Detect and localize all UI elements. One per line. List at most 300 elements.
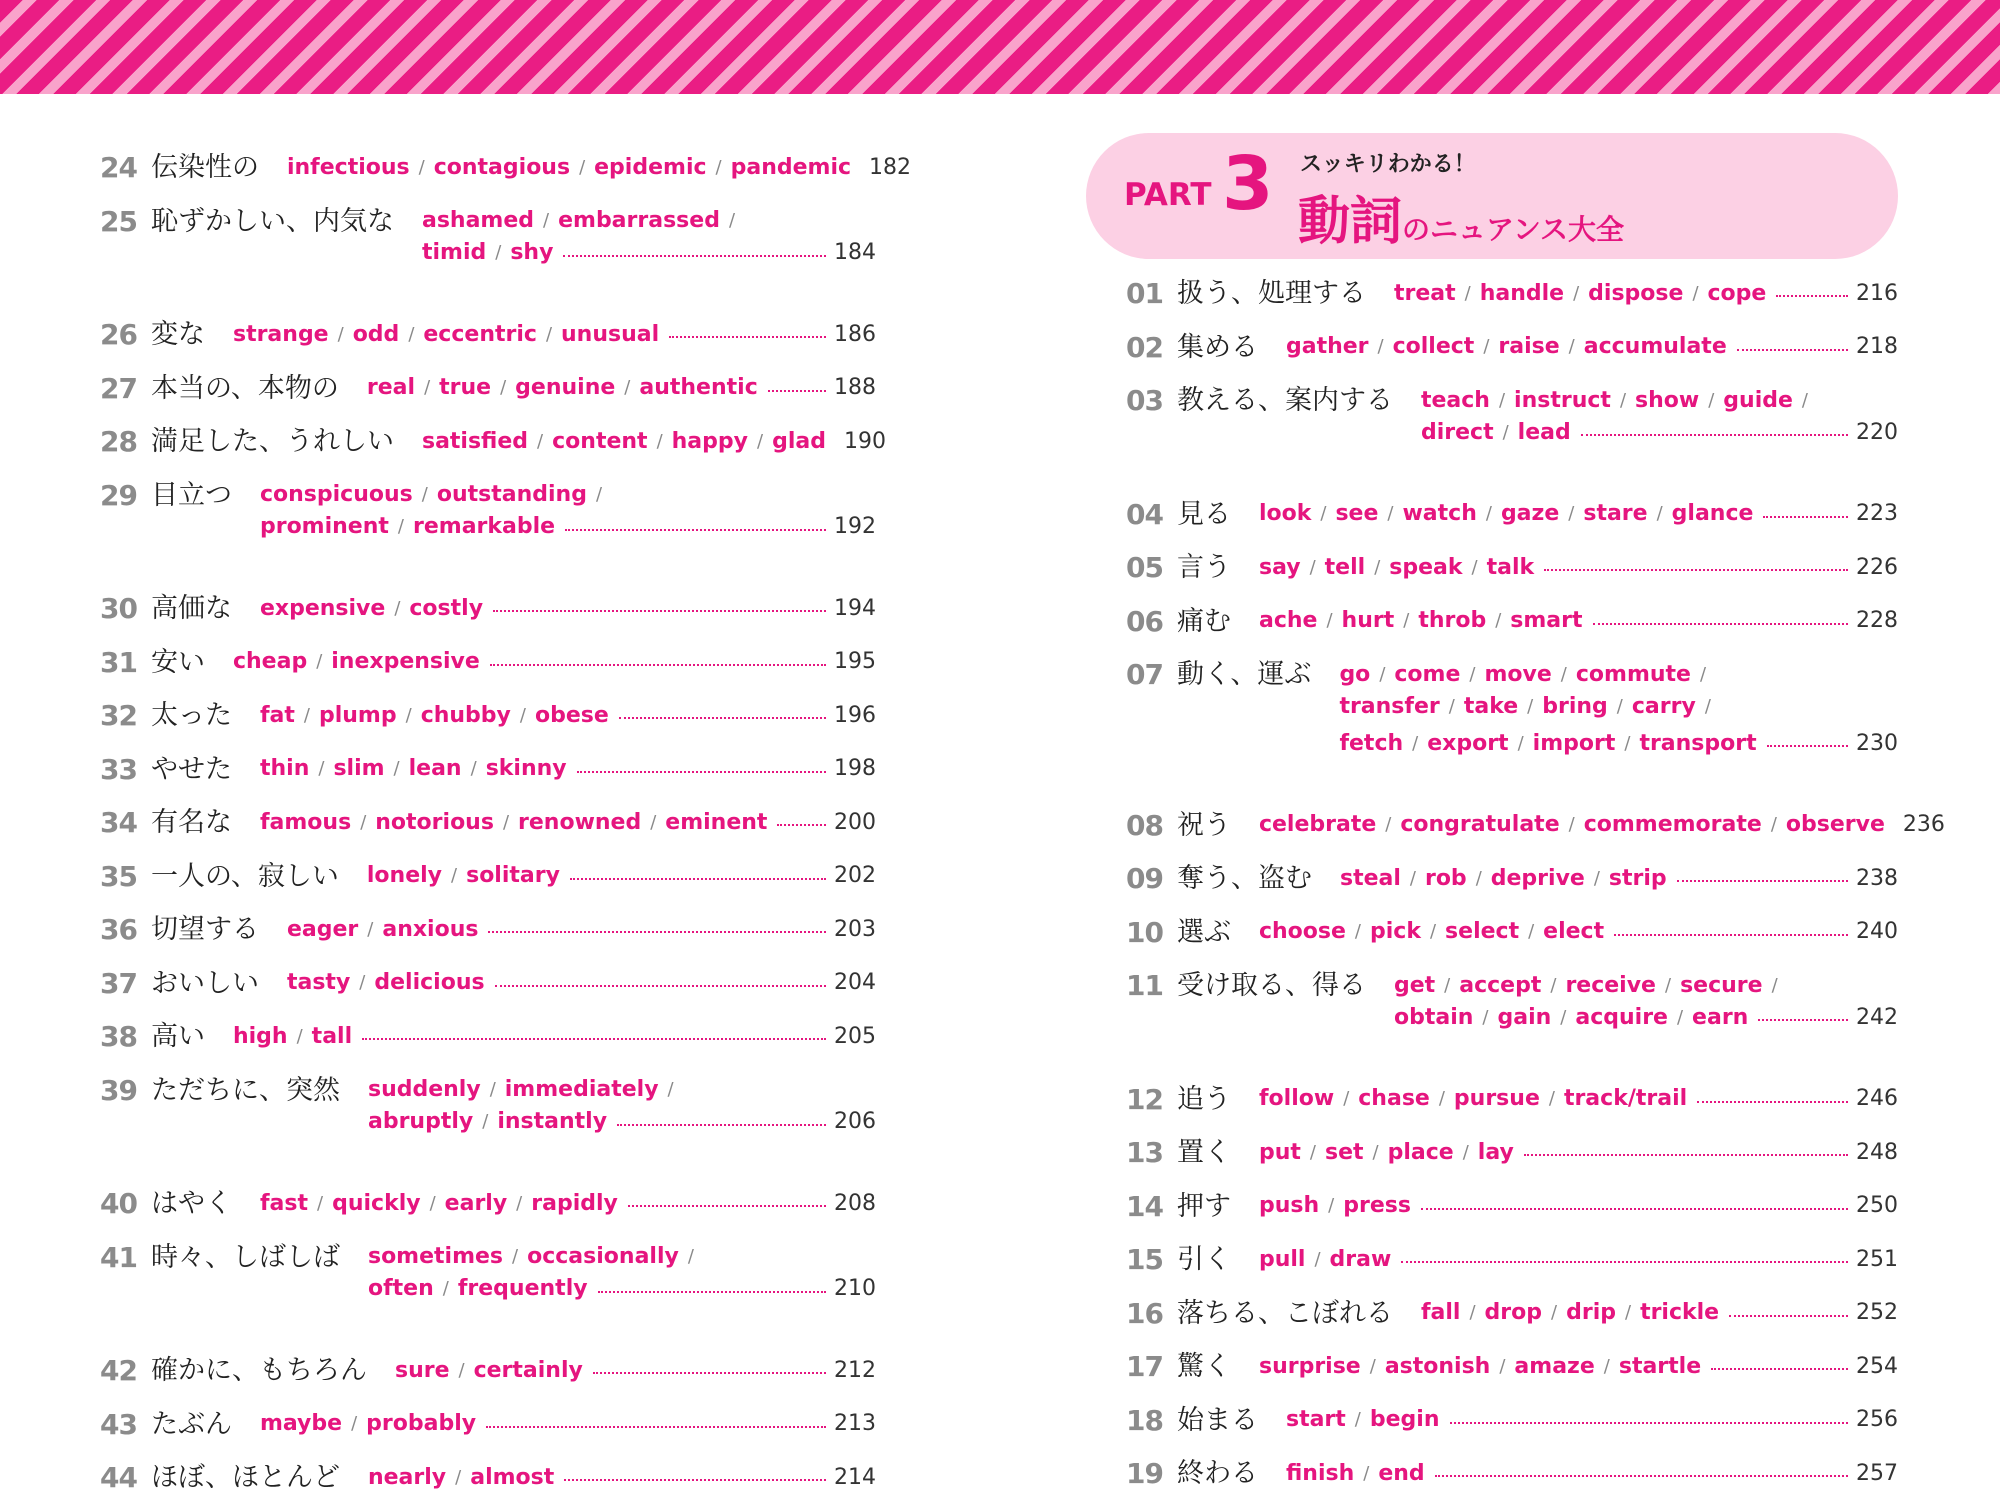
english-word[interactable]: abruptly	[367, 1109, 474, 1134]
english-word[interactable]: eminent	[665, 809, 768, 835]
entry-number: 19	[1126, 1457, 1163, 1490]
english-word[interactable]: startle	[1618, 1353, 1702, 1379]
word-line	[1286, 1457, 1898, 1489]
english-word[interactable]: content	[552, 428, 648, 454]
english-word[interactable]: fast	[259, 1190, 308, 1216]
english-word[interactable]: observe	[1785, 812, 1885, 837]
english-word[interactable]: chase	[1358, 1086, 1430, 1111]
english-word[interactable]: end	[1378, 1460, 1425, 1486]
page-number[interactable]: 210	[834, 1276, 876, 1301]
page-number[interactable]: 186	[834, 321, 876, 347]
entry-japanese-title: 動く、運ぶ	[1176, 659, 1312, 690]
english-word[interactable]: real	[366, 375, 416, 400]
entry-word-list	[367, 860, 876, 892]
english-word[interactable]: frequently	[457, 1276, 588, 1301]
english-word[interactable]: see	[1335, 501, 1379, 526]
english-word[interactable]: renowned	[518, 809, 642, 835]
english-word[interactable]: immediately	[504, 1077, 659, 1102]
english-word[interactable]: get	[1393, 972, 1436, 998]
page-number[interactable]: 254	[1856, 1353, 1898, 1379]
english-word[interactable]: remarkable	[413, 514, 556, 539]
english-word[interactable]: slim	[333, 756, 385, 781]
dotted-leader	[1401, 1261, 1848, 1263]
slash-separator: /	[451, 865, 458, 886]
english-word[interactable]: speak	[1389, 554, 1463, 580]
entry-number: 18	[1126, 1403, 1163, 1437]
toc-entry[interactable]	[1126, 1350, 1898, 1384]
toc-entry[interactable]	[1126, 331, 1898, 365]
word-line	[1340, 862, 1898, 894]
english-word[interactable]: take	[1463, 693, 1519, 719]
page-number[interactable]: 208	[834, 1190, 876, 1216]
page-number[interactable]: 251	[1856, 1246, 1898, 1272]
entry-word-list	[260, 753, 876, 785]
english-word[interactable]: commemorate	[1583, 812, 1762, 837]
english-word[interactable]: export	[1427, 730, 1509, 756]
english-word[interactable]: obese	[534, 702, 609, 728]
slash-separator: /	[1409, 867, 1416, 889]
entry-word-list	[260, 479, 876, 543]
toc-entry[interactable]	[100, 372, 876, 406]
toc-entry[interactable]	[1126, 1297, 1898, 1331]
english-word[interactable]: secure	[1680, 972, 1763, 998]
english-word[interactable]: strange	[232, 321, 329, 347]
dotted-leader	[577, 771, 826, 773]
english-word[interactable]: smart	[1510, 608, 1583, 633]
page-number[interactable]: 202	[834, 863, 876, 888]
english-word[interactable]: elect	[1543, 919, 1605, 944]
page-number[interactable]: 220	[1856, 419, 1898, 445]
page-number[interactable]: 212	[834, 1357, 876, 1383]
word-line	[1259, 1350, 1898, 1382]
english-word[interactable]: drip	[1566, 1300, 1616, 1325]
entry-number: 40	[100, 1187, 137, 1220]
toc-entry[interactable]	[100, 967, 876, 1001]
english-word[interactable]: follow	[1258, 1086, 1335, 1111]
entry-japanese-title: 伝染性の	[150, 152, 259, 183]
english-word[interactable]: fall	[1420, 1300, 1461, 1325]
english-word[interactable]: choose	[1258, 919, 1346, 944]
page-number[interactable]: 190	[843, 428, 886, 454]
page-number[interactable]: 198	[834, 756, 876, 781]
slash-separator: /	[595, 484, 603, 505]
toc-entry[interactable]	[100, 425, 886, 459]
page-number[interactable]: 256	[1856, 1407, 1898, 1432]
page-number[interactable]: 242	[1856, 1004, 1898, 1030]
english-word[interactable]: draw	[1329, 1246, 1392, 1272]
entry-japanese-title: 見る	[1176, 498, 1231, 530]
slash-separator: /	[1502, 421, 1509, 443]
entry-japanese-title: 落ちる、こぼれる	[1176, 1297, 1393, 1329]
english-word[interactable]: glad	[772, 428, 826, 454]
english-word[interactable]: high	[232, 1023, 288, 1049]
page-number[interactable]: 238	[1856, 865, 1898, 891]
english-word[interactable]: thin	[259, 756, 310, 781]
english-word[interactable]: accept	[1459, 972, 1542, 998]
english-word[interactable]: embarrassed	[558, 208, 720, 233]
english-word[interactable]: rob	[1424, 865, 1467, 891]
toc-entry[interactable]	[1126, 605, 1898, 639]
english-word[interactable]: steal	[1339, 865, 1401, 891]
english-word[interactable]: strip	[1608, 865, 1667, 891]
english-word[interactable]: tasty	[286, 970, 351, 995]
dotted-leader	[1767, 745, 1848, 747]
english-word[interactable]: genuine	[515, 375, 616, 400]
english-word[interactable]: chubby	[420, 702, 511, 728]
dotted-leader	[488, 931, 826, 933]
toc-entry[interactable]	[1126, 862, 1898, 896]
english-word[interactable]: eager	[286, 916, 359, 942]
page-number[interactable]: 246	[1856, 1086, 1898, 1111]
english-word[interactable]: odd	[352, 321, 400, 347]
toc-entry[interactable]	[100, 1187, 876, 1221]
english-word[interactable]: set	[1324, 1139, 1364, 1165]
word-line	[1259, 916, 1898, 948]
english-word[interactable]: direct	[1420, 419, 1494, 445]
page-number[interactable]: 206	[834, 1109, 876, 1134]
english-word[interactable]: skinny	[485, 756, 567, 781]
english-word[interactable]: timid	[421, 240, 487, 265]
english-word[interactable]: lean	[408, 756, 462, 781]
english-word[interactable]: outstanding	[436, 482, 587, 507]
page-number[interactable]: 182	[869, 154, 912, 180]
english-word[interactable]: stare	[1583, 501, 1648, 526]
english-word[interactable]: probably	[366, 1411, 477, 1436]
slash-separator: /	[1704, 695, 1711, 717]
english-word[interactable]: quickly	[332, 1190, 421, 1216]
english-word[interactable]: deprive	[1490, 865, 1585, 891]
page-number[interactable]: 257	[1856, 1460, 1898, 1486]
english-word[interactable]: treat	[1393, 280, 1456, 306]
entry-word-list	[1259, 1243, 1898, 1275]
word-line	[260, 1408, 876, 1440]
toc-entry[interactable]	[100, 592, 876, 626]
word-line	[368, 1106, 876, 1138]
entry-number: 44	[100, 1461, 137, 1494]
toc-entry[interactable]	[1126, 1457, 1898, 1491]
toc-entry[interactable]	[100, 699, 876, 733]
slash-separator: /	[1593, 867, 1600, 889]
english-word[interactable]: lay	[1477, 1139, 1514, 1165]
english-word[interactable]: select	[1445, 919, 1520, 944]
toc-entry[interactable]	[1126, 384, 1898, 448]
english-word[interactable]: true	[439, 375, 492, 400]
english-word[interactable]: anxious	[382, 916, 479, 942]
dotted-leader	[593, 1372, 826, 1374]
entry-number: 01	[1126, 277, 1163, 310]
english-word[interactable]: sometimes	[367, 1244, 504, 1269]
english-word[interactable]: trickle	[1640, 1300, 1720, 1325]
english-word[interactable]: instruct	[1514, 387, 1611, 413]
slash-separator: /	[1343, 1088, 1350, 1109]
entry-number: 16	[1126, 1296, 1163, 1330]
english-word[interactable]: hurt	[1341, 608, 1395, 633]
toc-entry[interactable]	[100, 205, 876, 269]
english-word[interactable]: throb	[1418, 608, 1487, 633]
english-word[interactable]: solitary	[466, 863, 560, 888]
toc-entry[interactable]	[1126, 498, 1898, 532]
dotted-leader	[1581, 434, 1848, 436]
english-word[interactable]: dispose	[1588, 280, 1684, 306]
entry-japanese-title: 痛む	[1176, 605, 1231, 637]
english-word[interactable]: infectious	[286, 154, 410, 180]
english-word[interactable]: rapidly	[531, 1190, 618, 1216]
english-word[interactable]: conspicuous	[259, 482, 413, 507]
toc-entry[interactable]	[100, 1020, 876, 1054]
english-word[interactable]: commute	[1575, 661, 1691, 687]
english-word[interactable]: drop	[1484, 1300, 1543, 1325]
word-line	[287, 151, 911, 183]
page-number[interactable]: 216	[1856, 280, 1898, 306]
english-word[interactable]: start	[1285, 1407, 1346, 1432]
slash-separator: /	[429, 1192, 436, 1214]
page-number[interactable]: 192	[834, 514, 876, 539]
english-word[interactable]: famous	[259, 809, 352, 835]
entry-word-list	[233, 318, 876, 350]
entry-number: 10	[1126, 915, 1163, 949]
entry-number: 41	[100, 1240, 137, 1274]
toc-entry[interactable]	[1126, 916, 1898, 950]
entry-word-list	[1259, 605, 1898, 637]
english-word[interactable]: happy	[671, 428, 748, 454]
page-number[interactable]: 194	[834, 595, 876, 621]
toc-entry[interactable]	[1126, 277, 1898, 311]
english-word[interactable]: acquire	[1575, 1004, 1668, 1030]
word-line	[1259, 1243, 1898, 1275]
english-word[interactable]: tall	[311, 1023, 353, 1049]
english-word[interactable]: gather	[1285, 334, 1369, 359]
english-word[interactable]: almost	[470, 1464, 555, 1490]
toc-entry[interactable]	[1126, 1136, 1898, 1170]
page-number[interactable]: 184	[834, 240, 876, 265]
toc-entry[interactable]	[100, 1241, 876, 1305]
slash-separator: /	[418, 156, 425, 178]
english-word[interactable]: maybe	[259, 1411, 343, 1436]
slash-separator: /	[1498, 389, 1506, 411]
english-word[interactable]: collect	[1392, 334, 1475, 359]
entry-number: 14	[1126, 1189, 1163, 1223]
page-number[interactable]: 205	[834, 1023, 876, 1049]
english-word[interactable]: come	[1394, 661, 1461, 687]
english-word[interactable]: ache	[1258, 608, 1318, 633]
page-number[interactable]: 240	[1856, 919, 1898, 944]
page-number[interactable]: 250	[1856, 1193, 1898, 1218]
english-word[interactable]: epidemic	[594, 154, 707, 180]
toc-entry[interactable]	[100, 753, 876, 787]
entry-number: 31	[100, 645, 137, 679]
slash-separator: /	[1314, 1248, 1321, 1270]
english-word[interactable]: eccentric	[423, 321, 537, 347]
word-line	[260, 592, 876, 624]
english-word[interactable]: place	[1387, 1139, 1454, 1165]
english-word[interactable]: guide	[1723, 387, 1793, 413]
english-word[interactable]: push	[1258, 1193, 1320, 1218]
toc-entry[interactable]	[100, 1354, 876, 1388]
english-word[interactable]: fetch	[1339, 730, 1404, 756]
toc-entry[interactable]	[100, 1461, 876, 1495]
toc-entry[interactable]	[100, 860, 876, 894]
english-word[interactable]: begin	[1369, 1407, 1440, 1432]
toc-entry[interactable]	[1126, 1243, 1898, 1277]
english-word[interactable]: unusual	[561, 321, 660, 347]
page-number[interactable]: 204	[834, 970, 876, 995]
entry-japanese-title: 高価な	[150, 593, 232, 624]
english-word[interactable]: accumulate	[1583, 334, 1727, 359]
english-word[interactable]: occasionally	[527, 1244, 679, 1269]
english-word[interactable]: talk	[1486, 554, 1535, 580]
toc-entry[interactable]	[1126, 1190, 1898, 1224]
english-word[interactable]: gaze	[1500, 501, 1560, 526]
english-word[interactable]: import	[1532, 730, 1616, 756]
entry-japanese-title: 置く	[1176, 1137, 1231, 1168]
english-word[interactable]: finish	[1285, 1460, 1355, 1486]
english-word[interactable]: look	[1258, 501, 1312, 526]
english-word[interactable]: expensive	[259, 595, 386, 621]
slash-separator: /	[1603, 1355, 1610, 1377]
toc-entry[interactable]	[1126, 658, 1898, 759]
entry-number: 06	[1126, 604, 1163, 638]
entry-number: 24	[100, 151, 137, 184]
word-line	[1259, 498, 1898, 530]
english-word[interactable]: suddenly	[367, 1077, 481, 1102]
toc-entry[interactable]	[100, 1408, 876, 1442]
english-word[interactable]: say	[1258, 554, 1301, 580]
page-number[interactable]: 195	[834, 649, 876, 674]
english-word[interactable]: receive	[1565, 972, 1656, 998]
english-word[interactable]: plump	[318, 702, 397, 728]
english-word[interactable]: nearly	[367, 1464, 447, 1490]
dotted-leader	[628, 1205, 826, 1207]
page-number[interactable]: 213	[834, 1411, 876, 1436]
english-word[interactable]: carry	[1631, 693, 1696, 719]
english-word[interactable]: pursue	[1453, 1086, 1540, 1111]
english-word[interactable]: lead	[1517, 419, 1571, 445]
slash-separator: /	[318, 758, 325, 779]
slash-separator: /	[1482, 1006, 1489, 1028]
page-number[interactable]: 218	[1856, 334, 1898, 359]
english-word[interactable]: ashamed	[421, 208, 535, 233]
english-word[interactable]: notorious	[375, 809, 494, 835]
page-number[interactable]: 188	[834, 375, 876, 400]
page-number[interactable]: 226	[1856, 554, 1898, 580]
english-word[interactable]: transport	[1639, 730, 1757, 756]
english-word[interactable]: tell	[1324, 554, 1366, 580]
word-line	[1259, 1136, 1898, 1168]
english-word[interactable]: delicious	[374, 970, 485, 995]
english-word[interactable]: early	[444, 1190, 508, 1216]
english-word[interactable]: costly	[409, 595, 484, 621]
toc-entry[interactable]	[1126, 969, 1898, 1033]
english-word[interactable]: move	[1484, 661, 1552, 687]
english-word[interactable]: gain	[1497, 1004, 1552, 1030]
slash-separator: /	[1517, 732, 1524, 754]
page-number[interactable]: 223	[1856, 501, 1898, 526]
english-word[interactable]: shy	[510, 240, 554, 265]
english-word[interactable]: astonish	[1384, 1353, 1491, 1379]
english-word[interactable]: prominent	[259, 514, 389, 539]
english-word[interactable]: lonely	[366, 863, 443, 888]
english-word[interactable]: amaze	[1514, 1353, 1595, 1379]
english-word[interactable]: pull	[1258, 1246, 1306, 1272]
english-word[interactable]: go	[1339, 661, 1371, 687]
slash-separator: /	[351, 1413, 358, 1434]
english-word[interactable]: surprise	[1258, 1353, 1361, 1379]
english-word[interactable]: watch	[1402, 501, 1477, 526]
page-number[interactable]: 200	[834, 809, 876, 835]
english-word[interactable]: bring	[1542, 693, 1608, 719]
entry-number: 11	[1126, 969, 1163, 1002]
english-word[interactable]: satisfied	[421, 428, 529, 454]
entry-japanese-title: 高い	[150, 1021, 205, 1052]
english-word[interactable]: press	[1343, 1193, 1411, 1218]
english-word[interactable]: raise	[1498, 334, 1560, 359]
toc-entry[interactable]	[1126, 1083, 1898, 1117]
english-word[interactable]: cope	[1707, 280, 1767, 306]
english-word[interactable]: handle	[1479, 280, 1565, 306]
toc-entry[interactable]	[100, 479, 876, 543]
toc-entry[interactable]	[100, 646, 876, 680]
toc-entry[interactable]	[100, 913, 876, 947]
english-word[interactable]: cheap	[232, 649, 308, 674]
entry-number: 27	[100, 371, 137, 405]
toc-entry[interactable]	[1126, 551, 1898, 585]
page-number[interactable]: 248	[1856, 1139, 1898, 1165]
english-word[interactable]: teach	[1420, 387, 1490, 413]
toc-entry[interactable]	[100, 1074, 876, 1138]
english-word[interactable]: congratulate	[1400, 812, 1560, 837]
english-word[interactable]: contagious	[433, 154, 571, 180]
dotted-leader	[570, 878, 826, 880]
toc-entry[interactable]	[100, 806, 876, 840]
english-word[interactable]: authentic	[639, 375, 758, 400]
entry-number: 29	[100, 478, 137, 512]
toc-entry[interactable]	[1126, 808, 1945, 843]
english-word[interactable]: glance	[1671, 501, 1754, 526]
toc-entry[interactable]	[1126, 1404, 1898, 1438]
page-number[interactable]: 196	[834, 702, 876, 728]
dotted-leader	[564, 1479, 826, 1481]
dotted-leader	[1711, 1368, 1848, 1370]
toc-entry[interactable]	[100, 318, 876, 352]
english-word[interactable]: fat	[259, 702, 295, 728]
slash-separator: /	[545, 323, 553, 345]
page-number[interactable]: 230	[1856, 730, 1898, 756]
page-number[interactable]: 228	[1856, 608, 1898, 633]
english-word[interactable]: pick	[1370, 919, 1421, 944]
english-word[interactable]: track/trail	[1563, 1086, 1688, 1111]
english-word[interactable]: obtain	[1393, 1004, 1474, 1030]
page-number[interactable]: 236	[1902, 812, 1945, 837]
english-word[interactable]: instantly	[497, 1109, 608, 1134]
english-word[interactable]: certainly	[473, 1357, 583, 1383]
page-number[interactable]: 214	[834, 1464, 876, 1490]
entry-japanese-title: 確かに、もちろん	[150, 1355, 367, 1386]
english-word[interactable]: celebrate	[1258, 812, 1377, 837]
english-word[interactable]: often	[367, 1276, 434, 1301]
english-word[interactable]: sure	[394, 1357, 450, 1383]
english-word[interactable]: show	[1635, 387, 1700, 413]
english-word[interactable]: inexpensive	[331, 649, 480, 674]
english-word[interactable]: earn	[1692, 1004, 1749, 1030]
toc-entry[interactable]	[100, 151, 912, 185]
page-number[interactable]: 203	[834, 916, 876, 942]
page-number[interactable]: 252	[1856, 1300, 1898, 1325]
english-word[interactable]: transfer	[1339, 693, 1440, 719]
english-word[interactable]: put	[1258, 1139, 1301, 1165]
word-line	[422, 205, 876, 237]
english-word[interactable]: pandemic	[730, 154, 852, 180]
slash-separator: /	[1624, 1302, 1632, 1323]
